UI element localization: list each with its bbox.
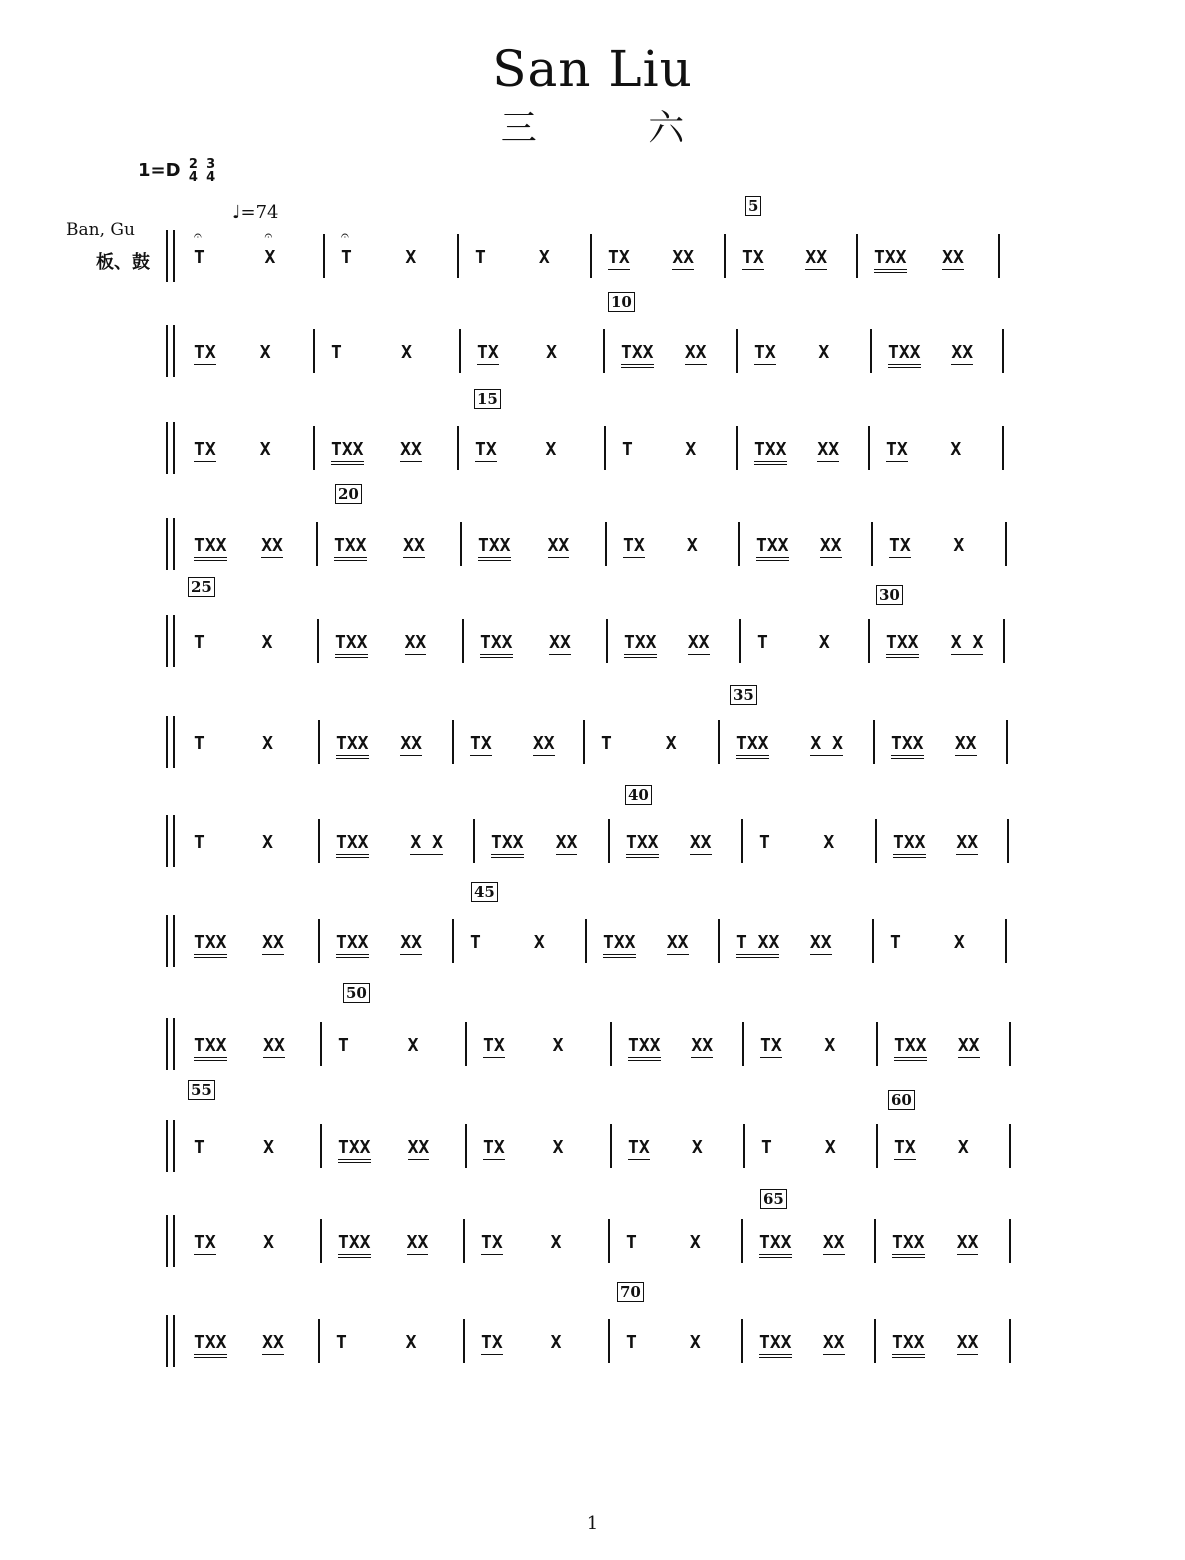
barline [459,329,461,373]
beat-notation: TXX [194,536,227,561]
beat-notation: T [757,632,768,653]
barline [318,919,320,963]
beat-notation: X [689,1332,701,1353]
beat-notation: XX [809,932,832,953]
barline [465,1022,467,1066]
rehearsal-mark: 50 [343,983,370,1003]
beat-notation: XX [817,439,840,460]
barline [874,1319,876,1363]
instrument-name-latin: Ban, Gu [66,220,135,240]
system-brace [166,1315,175,1367]
beat-notation: TXX [754,440,787,465]
beat-notation: TXX [756,536,789,561]
beat-notation: TXX [338,1138,371,1163]
time-num: 3 [206,157,216,172]
beat-notation: X [689,1232,701,1253]
system-brace [166,1120,175,1172]
beat-notation: XX [262,932,284,953]
beat-notation: TX [483,1035,505,1056]
rehearsal-mark: 40 [625,785,652,805]
beat-notation: X X [810,733,843,754]
beat-notation: TXX [478,536,511,561]
beat-notation: TX [194,1232,216,1253]
barline [610,1124,612,1168]
beat-notation: X [953,932,965,953]
rehearsal-mark: 70 [617,1282,644,1302]
beat-notation: TX [608,247,630,268]
beat-notation: X [262,832,273,853]
barline [736,426,738,470]
beat-notation: X [545,439,557,460]
barline [738,522,740,566]
barline [318,819,320,863]
barline [463,1319,465,1363]
beat-notation: X [262,733,273,754]
barline [868,619,870,663]
beat-notation: X [818,342,830,363]
beat-notation: T [626,1232,637,1253]
beat-notation: TX [754,342,776,363]
beat-notation: T XX [736,933,779,958]
beat-notation: X X [950,632,984,653]
beat-notation: TXX [603,933,636,958]
beat-notation: XX [687,632,710,653]
barline [871,522,873,566]
beat-notation: X [401,342,412,363]
barline [318,720,320,764]
system-brace [166,230,175,282]
beat-notation: TXX [336,933,369,958]
key-signature [138,158,215,184]
beat-notation: X [552,1035,564,1056]
beat-notation: TXX [888,343,921,368]
beat-notation: XX [956,1232,979,1253]
beat-notation: XX [555,832,578,853]
beat-notation: TXX [874,248,907,273]
barline [320,1022,322,1066]
barline [585,919,587,963]
beat-notation: XX [684,342,707,363]
time-den: 4 [188,170,198,185]
beat-notation: X [953,535,965,556]
beat-notation: TXX [628,1036,661,1061]
beat-notation: T [194,632,205,653]
barline [318,1319,320,1363]
beat-notation: TXX [336,734,369,759]
barline [583,720,585,764]
beat-notation: X [824,1035,836,1056]
barline [1009,1124,1011,1168]
beat-notation: T [759,832,770,853]
beat-notation: X [259,439,271,460]
beat-notation: XX [951,342,974,363]
barline [718,919,720,963]
beat-notation: TXX [336,833,369,858]
beat-notation: X [263,1232,274,1253]
barline [736,329,738,373]
beat-notation: X [538,247,550,268]
fermata-icon: 𝄐 [341,228,349,244]
barline [457,234,459,278]
rehearsal-mark: 55 [188,1080,215,1100]
key-label: 1=D [138,160,181,181]
beat-notation: X [691,1137,703,1158]
beat-notation: X [957,1137,969,1158]
system-brace [166,325,175,377]
beat-notation: T [336,1332,347,1353]
beat-notation: T [338,1035,349,1056]
rehearsal-mark: 60 [888,1090,915,1110]
barline [1007,819,1009,863]
barline [743,1124,745,1168]
system-brace [166,915,175,967]
barline [320,1219,322,1263]
barline [608,1219,610,1263]
beat-notation: XX [403,535,425,556]
beat-notation: XX [532,733,555,754]
page-number: 1 [586,1513,599,1534]
rehearsal-mark: 45 [471,882,498,902]
beat-notation: TX [481,1232,503,1253]
beat-notation: XX [957,1035,980,1056]
beat-notation: TXX [892,1233,925,1258]
beat-notation: TX [477,342,499,363]
barline [606,619,608,663]
rehearsal-mark: 25 [188,577,215,597]
beat-notation: T [194,832,205,853]
barline [1006,720,1008,764]
barline [741,1319,743,1363]
beat-notation: TX [742,247,764,268]
beat-notation: TX [475,439,497,460]
beat-notation: TXX [736,734,769,759]
system-brace [166,815,175,867]
barline [874,1219,876,1263]
barline [1005,919,1007,963]
barline [856,234,858,278]
barline [473,819,475,863]
beat-notation: XX [956,1332,979,1353]
barline [741,1219,743,1263]
rehearsal-mark: 30 [876,585,903,605]
beat-notation: X [407,1035,419,1056]
beat-notation: TXX [194,933,227,958]
barline [1002,426,1004,470]
barline [1009,1219,1011,1263]
barline [724,234,726,278]
beat-notation: XX [819,535,842,556]
time-signature-2-4 [189,158,198,184]
beat-notation: X [818,632,830,653]
barline [465,1124,467,1168]
system-brace [166,1018,175,1070]
beat-notation: TXX [759,1333,792,1358]
beat-notation: TXX [891,734,924,759]
beat-notation: TX [623,535,645,556]
beat-notation: X [264,247,276,268]
beat-notation: TX [481,1332,503,1353]
barline [1003,619,1005,663]
beat-notation: TX [889,535,911,556]
beat-notation: X [824,1137,836,1158]
beat-notation: XX [942,247,964,268]
barline [460,522,462,566]
beat-notation: XX [956,832,979,853]
beat-notation: TX [194,439,216,460]
beat-notation: TX [886,439,908,460]
barline [870,329,872,373]
barline [317,619,319,663]
barline [741,819,743,863]
beat-notation: TX [470,733,492,754]
rehearsal-mark: 10 [608,292,635,312]
beat-notation: XX [406,1232,429,1253]
beat-notation: TXX [886,633,919,658]
beat-notation: T [341,247,352,268]
barline [876,1124,878,1168]
beat-notation: X [263,1137,274,1158]
barline [873,720,875,764]
system-brace [166,615,175,667]
page-subtitle: 三 六 [500,108,685,149]
beat-notation: TXX [335,633,368,658]
beat-notation: XX [262,1332,284,1353]
time-signature-3-4 [206,158,215,184]
beat-notation: TXX [893,833,926,858]
barline [603,329,605,373]
rehearsal-mark: 35 [730,685,757,705]
barline [872,919,874,963]
barline [323,234,325,278]
barline [718,720,720,764]
time-num: 2 [188,157,198,172]
beat-notation: X [950,439,962,460]
beat-notation: XX [407,1137,430,1158]
rehearsal-mark: 20 [335,484,362,504]
beat-notation: X [823,832,835,853]
beat-notation: T [331,342,342,363]
beat-notation: XX [547,535,570,556]
beat-notation: XX [261,535,283,556]
beat-notation: TXX [894,1036,927,1061]
beat-notation: XX [805,247,828,268]
barline [610,1022,612,1066]
beat-notation: T [194,733,205,754]
beat-notation: XX [400,439,422,460]
system-brace [166,422,175,474]
rehearsal-mark: 5 [745,196,761,216]
rehearsal-mark: 65 [760,1189,787,1209]
beat-notation: XX [672,247,694,268]
beat-notation: TX [483,1137,505,1158]
system-brace [166,518,175,570]
beat-notation: TX [628,1137,650,1158]
barline [739,619,741,663]
barline [604,426,606,470]
barline [1005,522,1007,566]
beat-notation: X [533,932,545,953]
beat-notation: TX [760,1035,782,1056]
barline [452,919,454,963]
fermata-icon: 𝄐 [194,228,202,244]
barline [590,234,592,278]
beat-notation: TXX [338,1233,371,1258]
beat-notation: TXX [759,1233,792,1258]
beat-notation: X [405,247,417,268]
fermata-icon: 𝄐 [264,228,273,244]
beat-notation: TXX [621,343,654,368]
barline [313,329,315,373]
beat-notation: T [194,247,205,268]
barline [457,426,459,470]
barline [320,1124,322,1168]
barline [876,1022,878,1066]
beat-notation: XX [549,632,571,653]
barline [462,619,464,663]
beat-notation: TXX [626,833,659,858]
barline [316,522,318,566]
barline [868,426,870,470]
beat-notation: TXX [334,536,367,561]
beat-notation: TX [194,342,216,363]
system-brace [166,716,175,768]
rehearsal-mark: 15 [474,389,501,409]
beat-notation: XX [689,832,712,853]
beat-notation: X X [410,832,443,853]
beat-notation: TXX [624,633,657,658]
beat-notation: XX [954,733,977,754]
beat-notation: X [686,535,698,556]
barline [463,1219,465,1263]
beat-notation: TXX [892,1333,925,1358]
beat-notation: XX [400,733,422,754]
beat-notation: XX [822,1332,845,1353]
barline [875,819,877,863]
beat-notation: XX [404,632,427,653]
beat-notation: XX [691,1035,714,1056]
beat-notation: XX [263,1035,285,1056]
beat-notation: TXX [194,1036,227,1061]
beat-notation: X [546,342,557,363]
system-brace [166,1215,175,1267]
barline [1009,1319,1011,1363]
beat-notation: TX [894,1137,916,1158]
barline [313,426,315,470]
beat-notation: X [261,632,273,653]
page-title: San Liu [492,40,693,98]
instrument-name-chinese: 板、鼓 [96,252,150,273]
barline [608,819,610,863]
tempo-marking: ♩=74 [232,202,279,223]
beat-notation: X [685,439,697,460]
beat-notation: TXX [331,440,364,465]
beat-notation: T [601,733,612,754]
beat-notation: X [259,342,271,363]
beat-notation: T [475,247,486,268]
beat-notation: TXX [194,1333,227,1358]
barline [452,720,454,764]
beat-notation: T [761,1137,772,1158]
beat-notation: TXX [480,633,513,658]
beat-notation: X [405,1332,417,1353]
beat-notation: X [552,1137,564,1158]
beat-notation: X [665,733,677,754]
barline [1002,329,1004,373]
barline [605,522,607,566]
beat-notation: XX [400,932,422,953]
barline [998,234,1000,278]
beat-notation: T [890,932,901,953]
barline [742,1022,744,1066]
beat-notation: T [194,1137,205,1158]
beat-notation: T [626,1332,637,1353]
beat-notation: TXX [491,833,524,858]
beat-notation: X [550,1232,562,1253]
beat-notation: T [622,439,633,460]
time-den: 4 [206,170,216,185]
beat-notation: X [550,1332,562,1353]
beat-notation: XX [666,932,689,953]
beat-notation: T [470,932,481,953]
barline [608,1319,610,1363]
barline [1009,1022,1011,1066]
beat-notation: XX [822,1232,845,1253]
